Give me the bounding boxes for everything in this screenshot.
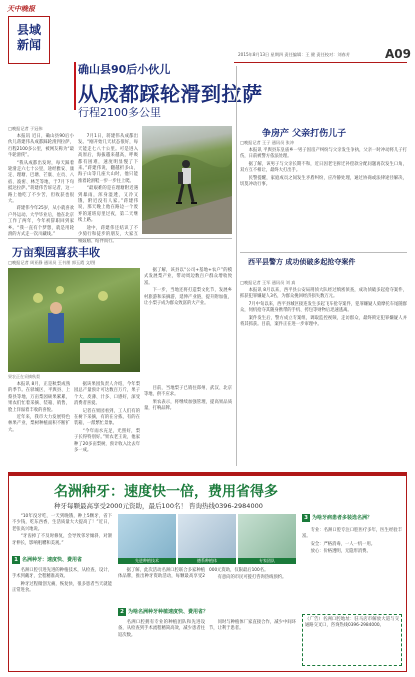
fruit-byline: □晚报记者 周亚静 通讯员 王书朋 郭玉霞 文/图 — [8, 260, 96, 265]
paragraph: 下一步，当地还将打造梨文化节，发展乡村旅游和采摘游，延伸产业链，提升附加值，让小梨子成为群众致富的大产业。 — [144, 288, 232, 307]
ad-footnote: （广告）名洲口腔地址：驻马店市解放大道与交通路交叉口，咨询热线0396-2984000。 — [302, 614, 402, 666]
fruit-headline: 万亩梨园喜获丰收 — [12, 246, 100, 259]
lead-photo — [142, 126, 232, 234]
fruit-column-4 — [144, 386, 232, 466]
ad-section-1-title — [12, 556, 112, 564]
ad-subline: 种牙每颗最高享受2000元资助，最后100名！ 咨询热线0396-2984000 — [54, 502, 263, 510]
ad-section-2-title — [118, 608, 296, 616]
paragraph: 本报讯 8月以来，西平县公安局刑侦大队经过缜密侦查，成功侦破多起抢夺案件，抓获犯罪嫌疑人3名，为群众挽回经济损失数万元。 — [240, 288, 407, 300]
paragraph: 据了解，该县以“公司+基地+农户”的模式发展梨产业，带动周边数百户群众增收致富。 — [144, 268, 232, 286]
paragraph: “10年没牙吃，一天到晚饿，种上5颗牙，省下不少钱，吃东西香，生活质量大大提高了！”近日，老张高兴地说。 — [12, 514, 112, 532]
ad-photo-caption: 德系种植体 — [178, 558, 236, 564]
fruit-photo — [8, 268, 140, 372]
paragraph: 据了解，该男子与父亲长期不和，近日因老宅拆迁补偿款分配问题再次发生口角，双方互不相让，最终大打出手。 — [240, 161, 407, 174]
paragraph: 蒋建伟今年25岁，从小就喜欢户外运动。大学毕业后，他在北京工作了两年，今年初辞职回到家乡。“我一直有个梦想，就是用轮滑的方式走一次川藏线。” — [8, 206, 74, 238]
column-divider — [236, 66, 237, 466]
paragraph: “最艰难的是在理塘附近遇到暴雨，浑身湿透，又冷又饿，附近没有人家。”蒋建伟说，那天晚上他在路边一个废弃的道班房里过夜，第二天继续上路。 — [78, 186, 138, 224]
section-divider — [8, 238, 232, 239]
paragraph: 近年来，我市大力发展特色林果产业，梨树种植面积不断扩大。 — [8, 415, 70, 433]
ad-headline: 名洲种牙：速度快一倍，费用省得多 — [54, 484, 278, 500]
paragraph: 本报讯 平舆县东皇庙乡一男子因房产纠纷与父亲发生争执，父亲一时冲动将儿子打伤，日前被警方依法处理。 — [240, 148, 407, 160]
ad-section-1-title-text: 名洲种牙：速度快、费用省 — [22, 557, 83, 563]
fruit-caption: 果农正在采摘秋梨 — [8, 374, 40, 379]
police-kicker — [248, 257, 388, 267]
fruit-column-2 — [74, 382, 140, 466]
ad-middle-body — [118, 568, 296, 606]
paragraph: 名洲口腔拥有专业的种植团队和先进设备，从检查到手术流程精简高效，减少患者往返次数。 — [118, 620, 205, 638]
police-byline: □晚报记者 王军 通讯员 刘 真 — [240, 280, 296, 285]
ad-section-2-body — [118, 620, 296, 666]
paragraph: 安全：严格消毒，一人一机一用。 — [310, 541, 376, 547]
paragraph: “牙齿掉了不及时修复，会导致邻牙倾斜、对颌牙伸长，影响咀嚼和美观。” — [12, 534, 112, 546]
lead-subhead: 行程2100多公里 — [78, 106, 161, 119]
paragraph: 7月中旬以来，西平县城区接连发生多起飞车抢夺案件，犯罪嫌疑人骑摩托车尾随群众，伺机抢夺其随身携带的手机、挎包等财物后迅速逃离。 — [240, 301, 407, 314]
paragraph: 7月1日，蒋建伟从成都出发。“刚开始几天状态很好，每天能走七八十公里。可是进入高原后，海拔越来越高，呼吸都有困难，速度明显慢了下来。”蒋建伟说，翻越折多山、海子山等几座大山时，他只能推着轮滑鞋一步一步往上爬。 — [78, 134, 138, 184]
section-title-line-2: 新闻 — [16, 38, 41, 52]
number-badge: 3 — [302, 514, 310, 522]
section-divider — [240, 252, 407, 253]
ad-section-1-body — [12, 568, 112, 666]
lead-kicker: 确山县90后小伙儿 — [78, 63, 171, 76]
fruit-column-1 — [8, 382, 70, 466]
paragraph: 专业：名洲口腔专注口腔医疗多年，医生经验丰富。 — [302, 528, 402, 540]
police-body — [240, 288, 407, 464]
fruit-column-3 — [144, 268, 232, 384]
paragraph: 本报讯 近日，确山县90后小伙儿蒋建伟从成都踩轮滑到拉萨，行程2100多公里，被网友称为“最牛轮滑侠”。 — [8, 134, 74, 159]
ad-section-3-title-text: 为啥牙病患者多装选名洲？ — [312, 515, 373, 521]
number-badge: 2 — [118, 608, 126, 616]
lead-byline: □晚报记者 于冠伟 — [8, 126, 43, 131]
ad-section-3-title — [302, 514, 402, 522]
paragraph: 民警提醒，家庭成员之间发生矛盾纠纷，应冷静处理，通过协商或法律途径解决，切莫冲动行事。 — [240, 175, 407, 188]
paragraph: 目前，当地梨子已销往郑州、武汉、北京等地，供不应求。 — [144, 386, 232, 398]
newspaper-logo: 天中晚报 — [7, 5, 35, 13]
ad-top-bar — [8, 472, 407, 476]
ad-intro — [12, 514, 112, 554]
police-headline: 西平县警方 成功侦破多起抢夺案件 — [248, 258, 356, 266]
house-headline: 争房产 父亲打伤儿子 — [262, 129, 347, 139]
ad-photo-caption: 先进种植技术 — [118, 558, 176, 564]
house-byline: □晚报记者 王子 通讯员 张冲 — [240, 140, 295, 145]
edition-info: 2015年8月13日 星期四 责任编辑：王 健 责任校对：刘春芳 — [238, 52, 350, 57]
section-title-line-1: 县域 — [16, 23, 41, 37]
ad-photo-caption: 专家团队 — [238, 558, 296, 564]
ad-photo — [118, 514, 176, 564]
headline-accent-bar — [74, 62, 76, 110]
lead-headline: 从成都踩轮滑到拉萨 — [78, 82, 263, 106]
paragraph: 案件发生后，警方成立专案组，调取监控视频，走访群众，最终锁定犯罪嫌疑人并将其抓获。目前，案件正在进一步审理中。 — [240, 315, 407, 328]
ad-photo — [238, 514, 296, 564]
section-title — [8, 16, 50, 64]
paragraph: 种牙过程微创无痛，恢复快，很多患者当天就能正常进食。 — [12, 581, 112, 594]
paragraph: 据了解，此次活动名洲口腔联合多家种植体品牌，推出种牙资助活动，每颗最高享受2000元资助，仅限最后100名。 — [118, 568, 269, 580]
lead-column-2 — [78, 134, 138, 244]
skater-illustration — [142, 126, 232, 234]
paragraph: 据该果园负责人介绍，今年梨园总产量预计可达数百万斤，果子个大、皮薄、汁多、口感好，深受消费者喜爱。 — [74, 382, 140, 407]
orchard-illustration — [8, 268, 140, 372]
paragraph: 本报讯 8月，正是秋梨成熟的季节。在驿城区、平舆县、上蔡县等地，万亩梨园硕果累累，果农们忙着采摘、装箱、销售，脸上洋溢着丰收的喜悦。 — [8, 382, 70, 413]
paragraph: “今年雨水充足，光照好，梨子长得特别好。”果农老王说，他家种了20多亩梨树，预计收入比去年多一成。 — [74, 428, 140, 454]
ad-section-2-title-text: 为啥名洲种牙种植速度快、费用省？ — [128, 609, 209, 615]
paragraph: 果农表示，将继续加强管理，提高果品质量，打响品牌。 — [144, 399, 232, 412]
ad-photo — [178, 514, 236, 564]
paragraph: 放心：价格透明，无隐形消费。 — [310, 549, 371, 555]
ad-section-3-body — [302, 528, 402, 610]
ad-photo-strip — [118, 514, 296, 564]
number-badge: 1 — [12, 556, 20, 564]
lead-column-1 — [8, 134, 74, 238]
paragraph: 记者在果园看到，工人们有的在树下采摘，有的在分拣，有的在装箱，一派繁忙景象。 — [74, 408, 140, 427]
paragraph: “我从成都出发时，每天踩着轮滑走六七十公里，途经雅安、康定、理塘、巴塘、芒康、左贡、八宿、波密、林芝等地，于7月下旬抵达拉萨。”蒋建伟告诉记者，这一路上他吃了不少苦，但收获也很大。 — [8, 160, 74, 205]
paragraph: 途中，蒋建伟还结识了不少骑行和徒步的朋友，大家互相鼓励、结伴而行。 — [78, 225, 138, 244]
house-body — [240, 148, 407, 246]
paragraph: 有意向的市民可拨打咨询热线预约。 — [217, 575, 287, 581]
header-rule — [234, 62, 407, 63]
paragraph: 同时与种植体厂家直接合作，减少中间环节，让利于患者。 — [209, 620, 296, 632]
paragraph: 名洲口腔引进先进的种植技术，从检查、设计、手术到戴牙，全程精准高效。 — [12, 568, 112, 580]
page-number: A09 — [385, 47, 411, 61]
